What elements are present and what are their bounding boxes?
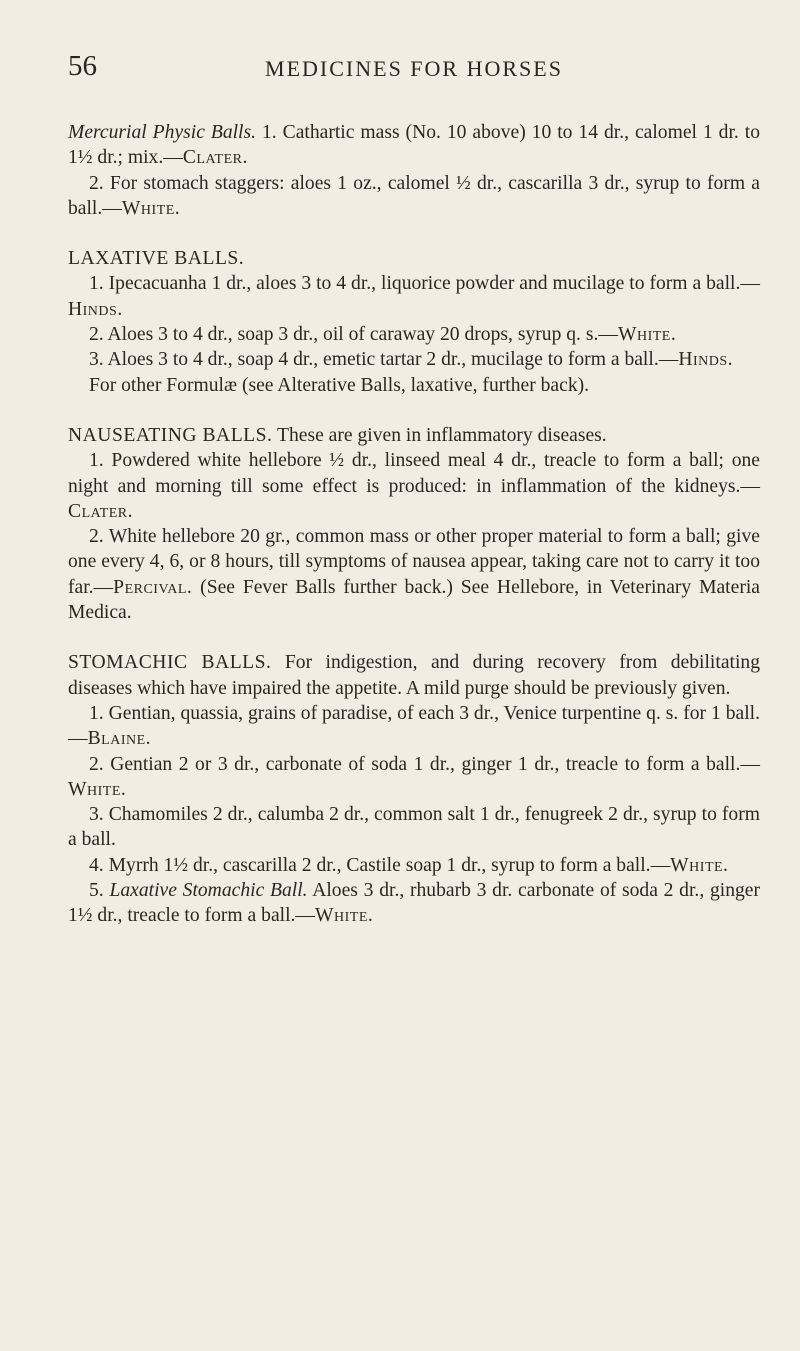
nauseating-heading: NAUSEATING BALLS. [68, 424, 273, 446]
author-attribution: Percival. [113, 576, 193, 598]
author-attribution: Clater. [68, 500, 134, 522]
stomachic-paragraph-1: 1. Gentian, quassia, grains of paradise, of each 3 dr., Venice turpentine q. s. for 1 ball.—Blaine. [68, 702, 760, 750]
stomachic-heading: STOMACHIC BALLS. [68, 652, 272, 674]
author-attribution: Hinds. [68, 298, 123, 320]
mercurial-paragraph-2: 2. For stomach staggers: aloes 1 oz., calomel ½ dr., cascarilla 3 dr., syrup to form a ball.—White. [68, 172, 760, 219]
laxative-paragraph-3: 3. Aloes 3 to 4 dr., soap 4 dr., emetic tartar 2 dr., mucilage to form a ball.—Hinds. [89, 349, 734, 371]
laxative-heading: LAXATIVE BALLS. [68, 248, 245, 270]
author-attribution: White. [68, 778, 127, 800]
author-attribution: White. [617, 324, 677, 346]
page-number: 56 [68, 50, 97, 82]
nauseating-paragraph-2: 2. White hellebore 20 gr., common mass or other proper material to form a ball; give one every 4, 6, or 8 hours, till symptoms of nausea appear, taking care not to carry it too far.—Percival. (See Fever Balls further back.) See Hellebore, in Veterinary Materia Medica. [68, 526, 760, 624]
stomachic-paragraph-2: 2. Gentian 2 or 3 dr., carbonate of soda 1 dr., ginger 1 dr., treacle to form a ball.—White. [68, 753, 760, 800]
author-attribution: White. [121, 197, 181, 219]
laxative-paragraph-1: 1. Ipecacuanha 1 dr., aloes 3 to 4 dr., liquorice powder and mucilage to form a ball.—Hinds. [68, 273, 760, 320]
nauseating-intro: NAUSEATING BALLS. These are given in inflammatory diseases. [68, 424, 607, 446]
stomachic-paragraph-3: 3. Chamomiles 2 dr., calumba 2 dr., common salt 1 dr., fenugreek 2 dr., syrup to form a ball. [68, 804, 760, 851]
laxative-paragraph-4: For other Formulæ (see Alterative Balls, laxative, further back). [89, 374, 590, 396]
stomachic-paragraph-5: 5. Laxative Stomachic Ball. Aloes 3 dr., rhubarb 3 dr. carbonate of soda 2 dr., ginger 1½ dr., treacle to form a ball.—White. [68, 880, 761, 927]
page-body [68, 120, 760, 929]
stomachic-paragraph-4: 4. Myrrh 1½ dr., cascarilla 2 dr., Castile soap 1 dr., syrup to form a ball.—White. [89, 854, 729, 876]
author-attribution: White. [315, 905, 374, 927]
laxative-paragraph-2: 2. Aloes 3 to 4 dr., soap 3 dr., oil of caraway 20 drops, syrup q. s.—White. [89, 324, 677, 346]
nauseating-paragraph-1: 1. Powdered white hellebore ½ dr., linseed meal 4 dr., treacle to form a ball; one night and morning till some effect is produced: in inflammation of the kidneys.—Clater. [68, 450, 760, 522]
author-attribution: White. [670, 854, 729, 876]
author-attribution: Blaine. [87, 728, 152, 750]
author-attribution: Clater. [182, 147, 248, 169]
author-attribution: Hinds. [678, 349, 734, 371]
page-header [68, 0, 760, 120]
stomachic-intro: STOMACHIC BALLS. For indigestion, and during recovery from debilitating diseases which have impaired the appetite. A mild purge should be previously given. [68, 652, 760, 699]
laxative-stomachic-title: Laxative Stomachic Ball. [109, 880, 308, 902]
mercurial-paragraph-1: Mercurial Physic Balls. 1. Cathartic mass (No. 10 above) 10 to 14 dr., calomel 1 dr. to 1½ dr.; mix.—Clater. [68, 122, 760, 169]
mercurial-title: Mercurial Physic Balls. [68, 122, 257, 143]
running-head: MEDICINES FOR HORSES [265, 56, 563, 81]
